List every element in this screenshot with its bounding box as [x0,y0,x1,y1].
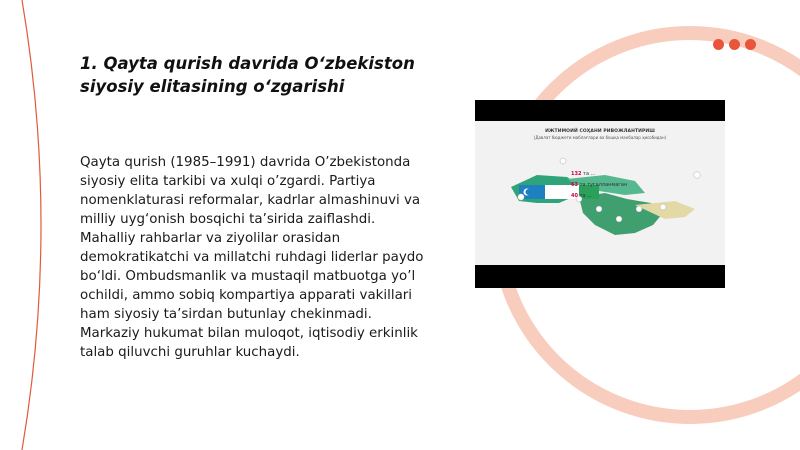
dot-icon [729,39,740,50]
embedded-video[interactable] [475,100,725,288]
slide-body-text: Qayta qurish (1985–1991) davrida O’zbekistonda siyosiy elita tarkibi va xulqi o’zgardi. Partiya nomenklaturasi reformalar, kadrlar almashinuvi va milliy uyg‘onish bosqichi ta’sirida zaiflashdi. Mahalliy rahbarlar va ziyolilar orasidan demokratikatchi va millatchi ruhdagi liderlar paydo bo‘ldi. Ombudsmanlik va mustaqil matbuotga yo’l ochildi, ammo sobiq kompartiya apparati vakillari ham siyosiy ta’sirdan butunlay chekinmadi. Markaziy hukumat bilan muloqot, iqtisodiy erkinlik talab qiluvchi guruhlar kuchaydi. [80,155,424,360]
left-curve-line [22,0,41,450]
map-title: ИЖТИМОИЙ СОҲАНИ РИВОЖЛАНТИРИШ [545,129,655,134]
uzbekistan-map [475,121,725,265]
map-pin-icon [636,206,642,212]
map-stat: 63 та тугалланмаган [571,182,628,188]
map-region-south [579,193,663,235]
slide-title: 1. Qayta qurish davrida O‘zbekiston siyosiy elitasining o‘zgarishi [80,54,415,96]
map-pin-icon [660,204,666,210]
map-pin-icon [616,216,622,222]
video-frame [475,121,725,265]
map-subtitle: (Давлат бюджети маблағлари ва бошқа манбалар ҳисобидан) [533,135,667,140]
menu-dots [713,39,756,50]
map-pin-icon [560,158,566,164]
map-pin-icon [518,194,524,200]
dot-icon [713,39,724,50]
map-stat: 132 та ... [571,171,596,177]
map-pin-icon [596,206,602,212]
dot-icon [745,39,756,50]
map-stat: 40 та ... [571,193,592,199]
map-pin-icon [694,172,700,178]
